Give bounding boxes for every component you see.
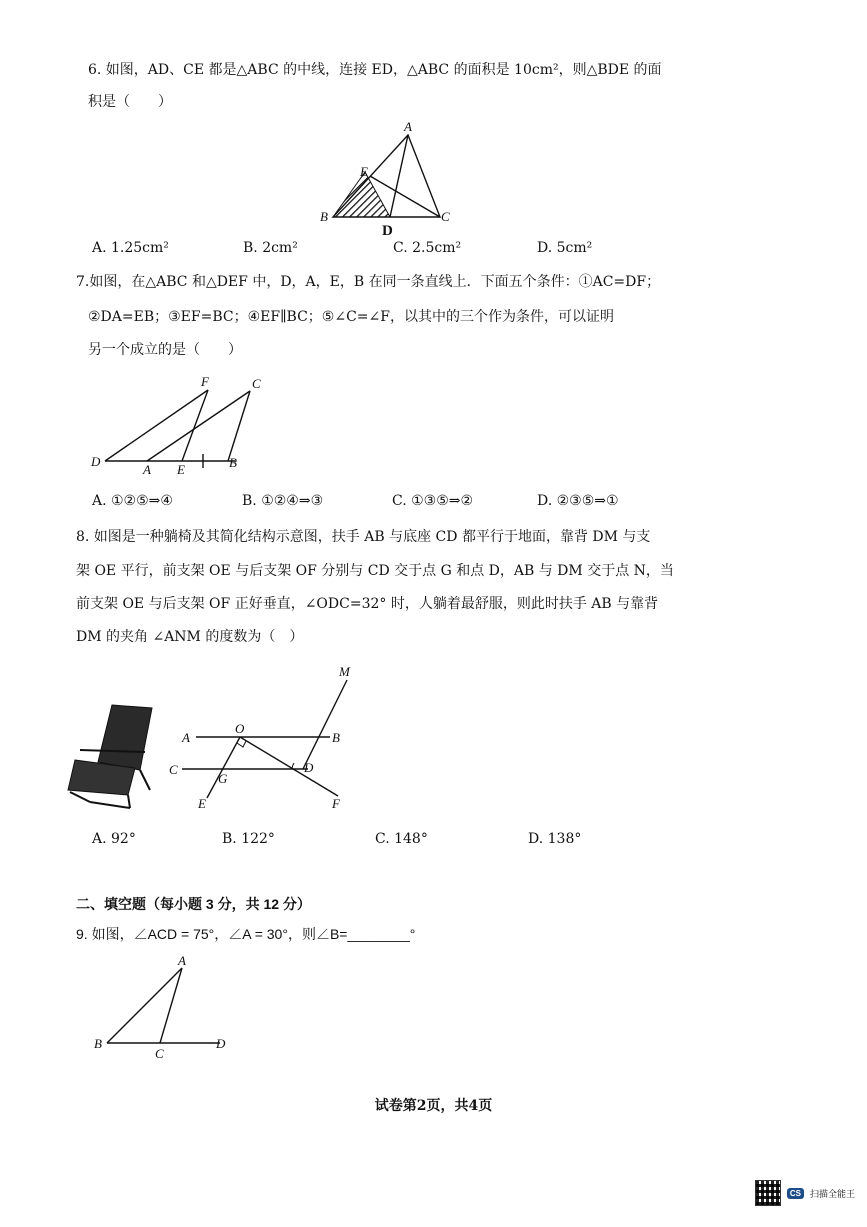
cs-badge: CS	[787, 1188, 804, 1199]
q7-label-b: B	[229, 455, 237, 470]
q8-text-line4: DM 的夹角 ∠ANM 的度数为（ ）	[76, 629, 304, 645]
q8-option-a[interactable]: A. 92°	[92, 831, 136, 847]
q6-text-line2: 积是（ ）	[88, 94, 172, 110]
q8-option-d[interactable]: D. 138°	[528, 831, 582, 847]
q6-option-a[interactable]: A. 1.25cm²	[92, 240, 169, 256]
q8-label-f: F	[332, 796, 340, 811]
q7-option-b[interactable]: B. ①②④⇒③	[242, 493, 324, 509]
q7-option-d[interactable]: D. ②③⑤⇒①	[537, 493, 619, 509]
page-footer: 试卷第2页，共4页	[374, 1098, 493, 1114]
q8-text-line2: 架 OE 平行，前支架 OE 与后支架 OF 分别与 CD 交于点 G 和点 D，AB 与 DM 交于点 N，当	[76, 563, 674, 579]
q9-answer-blank[interactable]: ________	[347, 926, 410, 942]
q6-text-line1: 6. 如图，AD、CE 都是△ABC 的中线，连接 ED，△ABC 的面积是 10cm²，则△BDE 的面	[88, 62, 662, 78]
q7-label-e: E	[177, 462, 185, 477]
q8-label-d: D	[304, 760, 314, 775]
q9-label-d: D	[216, 1036, 226, 1051]
q6-label-d: D	[382, 223, 393, 239]
q8-option-b[interactable]: B. 122°	[222, 831, 275, 847]
q7-label-d: D	[91, 454, 101, 469]
q8-label-c: C	[169, 762, 178, 777]
q9-label-b: B	[94, 1036, 102, 1051]
q8-label-a: A	[182, 730, 190, 745]
q8-text-line1: 8. 如图是一种躺椅及其简化结构示意图，扶手 AB 与底座 CD 都平行于地面，靠背 DM 与支	[76, 529, 651, 545]
q7-text-line3: 另一个成立的是（ ）	[88, 342, 242, 358]
scanner-label: 扫描全能王	[809, 1188, 855, 1199]
q8-label-b: B	[332, 730, 340, 745]
q7-label-a: A	[143, 462, 151, 477]
q7-text-line2: ②DA=EB；③EF=BC；④EF∥BC；⑤∠C=∠F，以其中的三个作为条件，可以证明	[88, 309, 614, 325]
qr-code-icon	[755, 1180, 781, 1206]
q9-question: 9. 如图，∠ACD = 75°，∠A = 30°，则∠B=	[76, 926, 348, 942]
q6-label-c: C	[441, 209, 450, 224]
q6-option-d[interactable]: D. 5cm²	[537, 240, 593, 256]
q8-label-o: O	[235, 721, 245, 736]
q7-option-c[interactable]: C. ①③⑤⇒②	[392, 493, 474, 509]
q7-label-f: F	[201, 374, 209, 389]
q8-option-c[interactable]: C. 148°	[375, 831, 428, 847]
q6-option-b[interactable]: B. 2cm²	[243, 240, 298, 256]
q9-label-c: C	[155, 1046, 164, 1061]
scanner-watermark	[755, 1180, 855, 1206]
q9-label-a: A	[178, 953, 186, 968]
q7-text-line1: 7.如图，在△ABC 和△DEF 中，D，A，E，B 在同一条直线上．下面五个条件：①AC=DF；	[76, 274, 661, 290]
q6-label-e: E	[360, 164, 368, 179]
q6-label-b: B	[320, 209, 328, 224]
q7-option-a[interactable]: A. ①②⑤⇒④	[92, 493, 173, 509]
q7-label-c: C	[252, 376, 261, 391]
q6-option-c[interactable]: C. 2.5cm²	[393, 240, 462, 256]
section-heading-fill-in: 二、填空题（每小题 3 分，共 12 分）	[76, 896, 311, 912]
q8-label-m: M	[339, 664, 350, 679]
q6-label-a: A	[404, 119, 412, 134]
q8-label-e: E	[198, 796, 206, 811]
q9-unit: °	[409, 926, 416, 942]
q8-text-line3: 前支架 OE 与后支架 OF 正好垂直，∠ODC=32° 时，人躺着最舒服，则此时扶手 AB 与靠背	[76, 596, 659, 612]
q8-label-g: G	[218, 771, 228, 786]
